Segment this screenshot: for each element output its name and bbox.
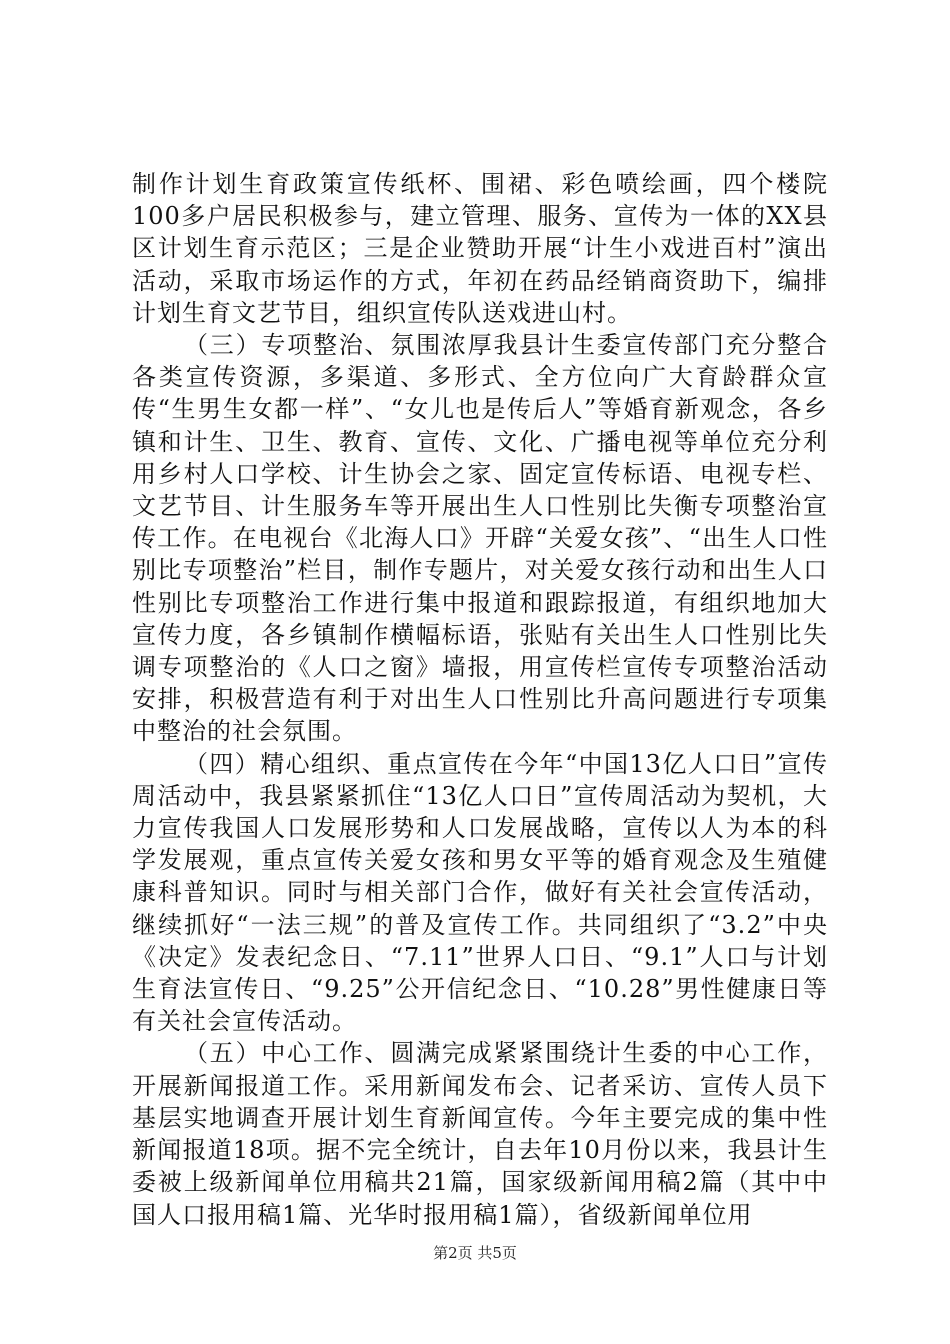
paragraph-section-five: （五）中心工作、圆满完成紧紧围绕计生委的中心工作，开展新闻报道工作。采用新闻发布会、记者采访、宣传人员下基层实地调查开展计划生育新闻宣传。今年主要完成的集中性新闻报道18项。据不完全统计，自去年10月份以来，我县计生委被上级新闻单位用稿共21篇，国家级新闻用稿2篇（其中中国人口报用稿1篇、光华时报用稿1篇），省级新闻单位用 (132, 1039, 828, 1229)
page-number-footer: 第2页 共5页 (433, 1244, 517, 1262)
paragraph-section-three: （三）专项整治、氛围浓厚我县计生委宣传部门充分整合各类宣传资源，多渠道、多形式、全方位向广大育龄群众宣传“生男生女都一样”、“女儿也是传后人”等婚育新观念，各乡镇和计生、卫生、教育、宣传、文化、广播电视等单位充分利用乡村人口学校、计生协会之家、固定宣传标语、电视专栏、文艺节目、计生服务车等开展出生人口性别比失衡专项整治宣传工作。在电视台《北海人口》开辟“关爱女孩”、“出生人口性别比专项整治”栏目，制作专题片，对关爱女孩行动和出生人口性别比专项整治工作进行集中报道和跟踪报道，有组织地加大宣传力度，各乡镇制作横幅标语，张贴有关出生人口性别比失调专项整治的《人口之窗》墙报，用宣传栏宣传专项整治活动安排，积极营造有利于对出生人口性别比升高问题进行专项集中整治的社会氛围。 (132, 331, 828, 746)
paragraph-section-four: （四）精心组织、重点宣传在今年“中国13亿人口日”宣传周活动中，我县紧紧抓住“13亿人口日”宣传周活动为契机，大力宣传我国人口发展形势和人口发展战略，宣传以人为本的科学发展观，重点宣传关爱女孩和男女平等的婚育观念及生殖健康科普知识。同时与相关部门合作，做好有关社会宣传活动，继续抓好“一法三规”的普及宣传工作。共同组织了“3.2”中央《决定》发表纪念日、“7.11”世界人口日、“9.1”人口与计划生育法宣传日、“9.25”公开信纪念日、“10.28”男性健康日等有关社会宣传活动。 (132, 749, 828, 1036)
document-body (132, 168, 828, 1231)
paragraph-continuation: 制作计划生育政策宣传纸杯、围裙、彩色喷绘画，四个楼院100多户居民积极参与，建立管理、服务、宣传为一体的XX县区计划生育示范区；三是企业赞助开展“计生小戏进百村”演出活动，采取市场运作的方式，年初在药品经销商资助下，编排计划生育文艺节目，组织宣传队送戏进山村。 (132, 170, 828, 327)
